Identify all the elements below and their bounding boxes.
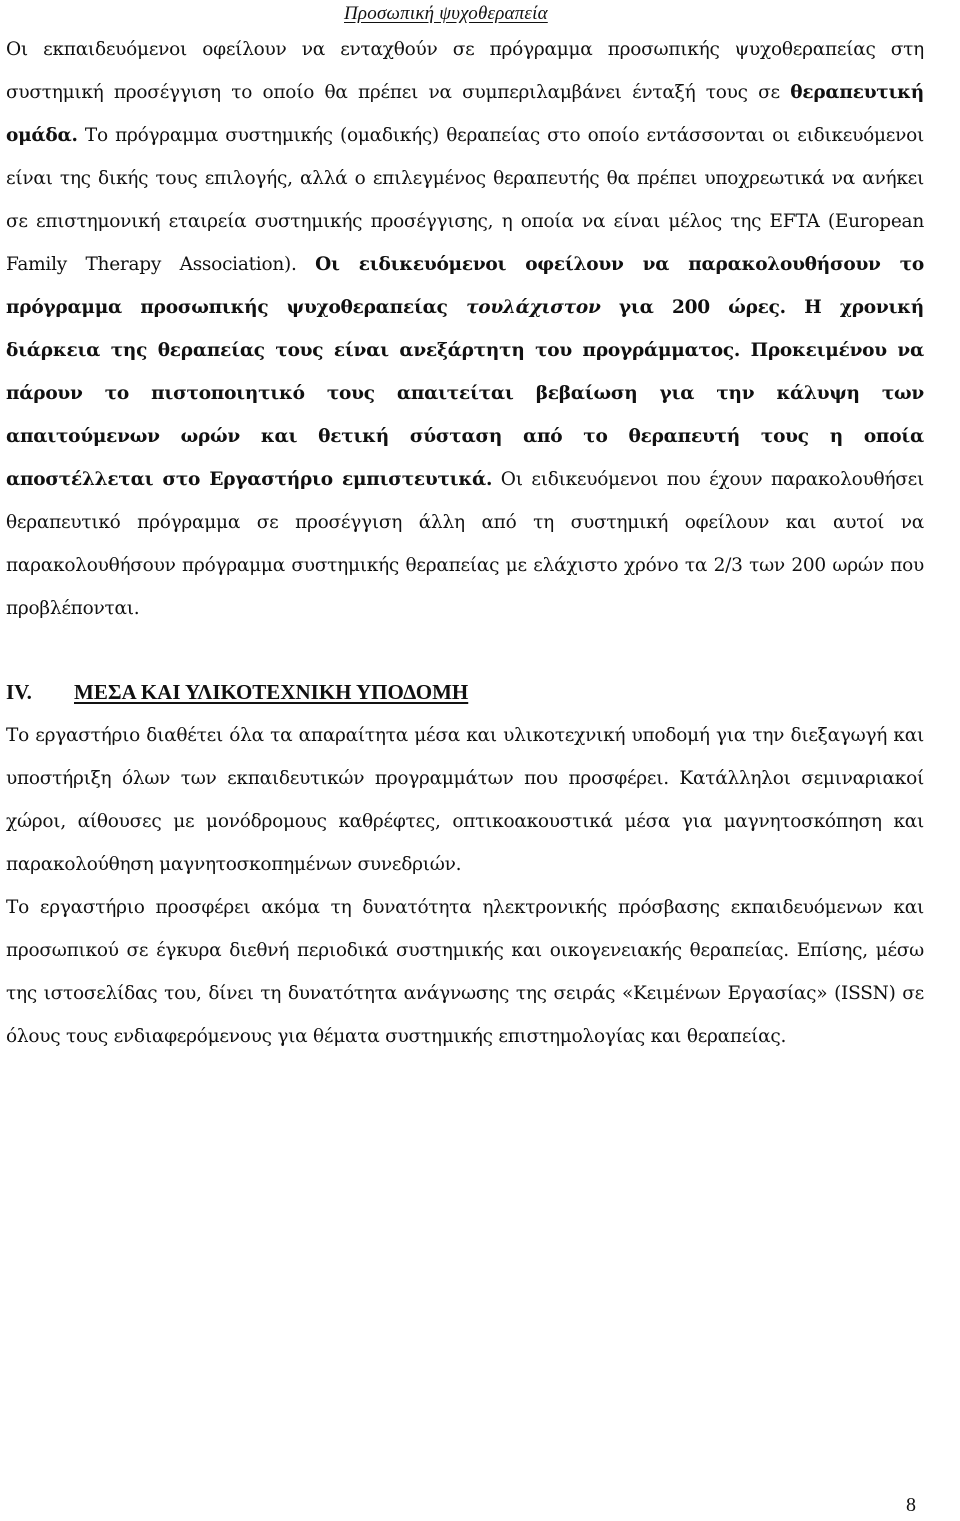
paragraph-intro: Οι εκπαιδευόμενοι οφείλουν να ενταχθούν σε πρόγραμμα προσωπικής ψυχοθεραπείας στη συστημική προσέγγιση το οποίο θα πρέπει να συμπεριλαμβάνει ένταξή τους σε bbox=[6, 39, 924, 103]
personal-therapy-paragraph bbox=[6, 28, 924, 630]
section-heading-title: ΜΕΣΑ ΚΑΙ ΥΛΙΚΟΤΕΧΝΙΚΗ ΥΠΟΔΟΜΗ bbox=[74, 680, 469, 704]
section-heading bbox=[6, 671, 924, 714]
paragraph-bold-group: θεραπευτική ομάδα. bbox=[6, 82, 924, 146]
paragraph-bold-hours-b: για 200 ώρες. Η χρονική διάρκεια της θεραπείας τους είναι ανεξάρτητη του προγράμματος. Προκειμένου να πάρουν το πιστοποιητικό τους απαιτείται βεβαίωση για την κάλυψη των απαιτούμενων ωρών και θετική σύσταση από το θεραπευτή τους η οποία αποστέλλεται στο Εργαστήριο εμπιστευτικά. bbox=[6, 297, 924, 490]
paragraph-bold-hours-a: Οι ειδικευόμενοι οφείλουν να παρακολουθήσουν το πρόγραμμα προσωπικής ψυχοθεραπείας bbox=[6, 254, 924, 318]
electronic-access-paragraph: Το εργαστήριο προσφέρει ακόμα τη δυνατότητα ηλεκτρονικής πρόσβασης εκπαιδευόμενων και προσωπικού σε έγκυρα διεθνή περιοδικά συστημικής και οικογενειακής θεραπείας. Επίσης, μέσω της ιστοσελίδας του, δίνει τη δυνατότητα ανάγνωσης της σειράς «Κειμένων Εργασίας» (ISSN) σε όλους τους ενδιαφερόμενους για θέματα συστημικής επιστημολογίας και θεραπείας. bbox=[6, 897, 924, 1047]
section-title bbox=[6, 2, 924, 26]
paragraph-tail: Οι ειδικευόμενοι που έχουν παρακολουθήσει θεραπευτικό πρόγραμμα σε προσέγγιση άλλη από τη συστημική οφείλουν και αυτοί να παρακολουθήσουν πρόγραμμα συστημικής θεραπείας με ελάχιστο χρόνο τα 2/3 των 200 ωρών που προβλέπονται. bbox=[6, 469, 924, 619]
section-heading-number: IV. bbox=[6, 680, 32, 704]
paragraph-bold-italic-minimum: τουλάχιστον bbox=[466, 297, 601, 318]
page-number: 8 bbox=[906, 1494, 916, 1516]
paragraph-body: Το πρόγραμμα συστημικής (ομαδικής) θεραπείας στο οποίο εντάσσονται οι ειδικευόμενοι είναι της δικής τους επιλογής, αλλά ο επιλεγμένος θεραπευτής θα πρέπει υποχρεωτικά να ανήκει σε επιστημονική εταιρεία συστημικής προσέγγισης, η οποία να είναι μέλος της EFTA (European Family Therapy Association). bbox=[6, 125, 924, 275]
document-page bbox=[6, 0, 924, 1058]
section-title-text: Προσωπική ψυχοθεραπεία bbox=[344, 3, 548, 24]
facilities-paragraph: Το εργαστήριο διαθέτει όλα τα απαραίτητα μέσα και υλικοτεχνική υποδομή για την διεξαγωγή και υποστήριξη όλων των εκπαιδευτικών προγραμμάτων που προσφέρει. Κατάλληλοι σεμιναριακοί χώροι, αίθουσες με μονόδρομους καθρέφτες, οπτικοακουστικά μέσα για μαγνητοσκόπηση και παρακολούθηση μαγνητοσκοπημένων συνεδριών. bbox=[6, 725, 924, 875]
